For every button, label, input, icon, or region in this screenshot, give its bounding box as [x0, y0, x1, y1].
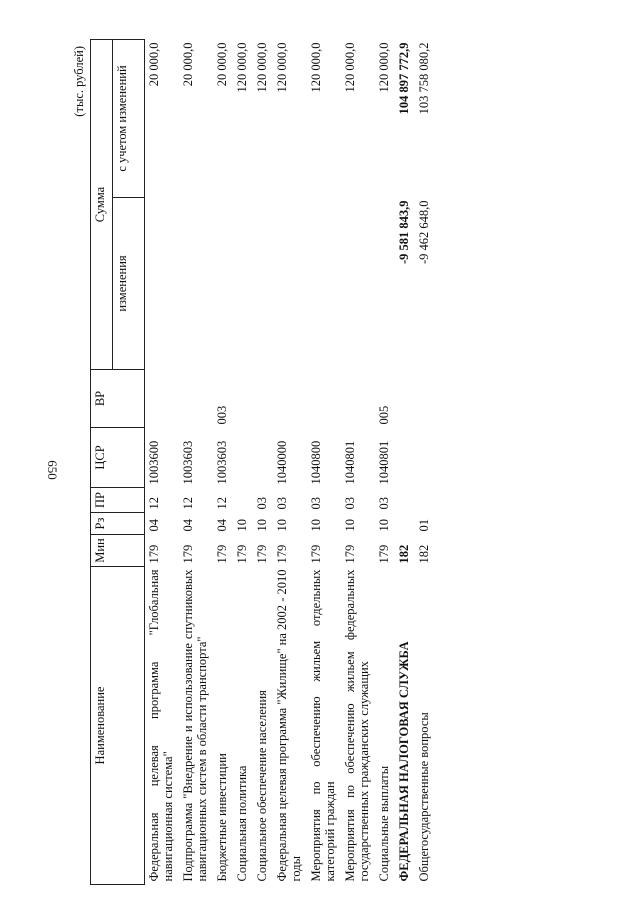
row-change: [253, 198, 273, 370]
header-row-top: [91, 40, 113, 885]
row-vr: 003: [215, 405, 229, 425]
row-rz: 04: [147, 519, 161, 532]
row-change: [375, 198, 395, 370]
row-total: 104 897 772,9: [397, 42, 411, 115]
row-min: 182: [397, 544, 411, 564]
row-rz: 10: [275, 519, 289, 532]
row-name: Подпрограмма "Внедрение и использование спутниковых навигационных систем в области транспорта": [181, 569, 209, 882]
row-min: 179: [215, 544, 229, 564]
row-csr: 1003603: [181, 440, 195, 485]
row-vr: [415, 370, 435, 428]
row-total: 120 000,0: [255, 42, 269, 93]
table-row: [307, 40, 341, 885]
row-vr: [179, 370, 213, 428]
row-min: 182: [417, 544, 431, 564]
table-row: [375, 40, 395, 885]
row-change: [179, 198, 213, 370]
row-pr: 12: [147, 497, 161, 510]
row-name: Мероприятия по обеспечению жильем федеральных государственных гражданских служащих: [343, 569, 371, 882]
row-change: [341, 198, 375, 370]
row-pr: 12: [215, 497, 229, 510]
row-vr: [307, 370, 341, 428]
row-vr: [273, 370, 307, 428]
table-body: [145, 40, 436, 885]
budget-table: [90, 39, 435, 885]
row-vr: [145, 370, 180, 428]
row-name: Общегосударственные вопросы: [417, 712, 431, 882]
row-pr: 03: [255, 497, 269, 510]
row-vr: [233, 370, 253, 428]
row-csr: 1003603: [215, 440, 229, 485]
row-name: Социальное обеспечение населения: [255, 690, 269, 882]
row-total: 120 000,0: [377, 42, 391, 93]
row-csr: 1003600: [147, 440, 161, 485]
row-pr: 03: [275, 497, 289, 510]
row-pr: 12: [181, 497, 195, 510]
row-pr: [233, 488, 253, 513]
row-min: 179: [309, 544, 323, 564]
row-rz: [395, 513, 415, 535]
row-change: [273, 198, 307, 370]
row-change: [233, 198, 253, 370]
row-change: [145, 198, 180, 370]
row-rz: 04: [181, 519, 195, 532]
row-csr: 1040801: [343, 440, 357, 485]
row-vr: [341, 370, 375, 428]
row-csr: [233, 428, 253, 488]
row-total: 120 000,0: [309, 42, 323, 93]
row-csr: [253, 428, 273, 488]
header-with-changes: с учетом изменений: [113, 40, 145, 198]
row-pr: [395, 488, 415, 513]
row-rz: 10: [343, 519, 357, 532]
row-min: 179: [377, 544, 391, 564]
row-rz: 01: [417, 519, 431, 532]
page-number: 650: [45, 460, 60, 480]
header-changes: изменения: [113, 198, 145, 370]
header-rz: Рз: [91, 513, 145, 535]
row-rz: 10: [235, 519, 249, 532]
table-row: [395, 40, 415, 885]
header-name: Наименование: [91, 567, 145, 885]
row-change: -9 581 843,9: [397, 200, 411, 265]
row-pr: [415, 488, 435, 513]
row-name: Бюджетные инвестиции: [215, 753, 229, 882]
row-pr: 03: [309, 497, 323, 510]
row-csr: 1040801: [377, 440, 391, 485]
row-total: 120 000,0: [343, 42, 357, 93]
row-pr: 03: [343, 497, 357, 510]
table-row: [341, 40, 375, 885]
row-vr: [395, 370, 415, 428]
budget-table-sheet: [72, 40, 565, 885]
row-csr: [395, 428, 415, 488]
header-vr: ВР: [91, 370, 145, 428]
row-total: 120 000,0: [275, 42, 289, 93]
row-change: -9 462 648,0: [417, 200, 431, 265]
header-min: Мин: [91, 535, 145, 567]
row-name: ФЕДЕРАЛЬНАЯ НАЛОГОВАЯ СЛУЖБА: [397, 641, 411, 882]
row-vr: [253, 370, 273, 428]
table-row: [273, 40, 307, 885]
header-pr: ПР: [91, 488, 145, 513]
row-pr: 03: [377, 497, 391, 510]
row-min: 179: [255, 544, 269, 564]
row-csr: 1040800: [309, 440, 323, 485]
units-note: (тыс. рублей): [72, 46, 86, 117]
row-min: 179: [275, 544, 289, 564]
table-row: [145, 40, 180, 885]
row-name: Федеральная целевая программа "Жилище" на 2002 - 2010 годы: [275, 569, 303, 882]
row-rz: 10: [309, 519, 323, 532]
row-vr: 005: [377, 405, 391, 425]
row-rz: 04: [215, 519, 229, 532]
row-min: 179: [343, 544, 357, 564]
row-rz: 10: [377, 519, 391, 532]
table-row: [253, 40, 273, 885]
row-csr: [415, 428, 435, 488]
row-min: 179: [181, 544, 195, 564]
row-csr: 1040000: [275, 440, 289, 485]
row-name: Мероприятия по обеспечению жильем отдельных категорий граждан: [309, 569, 337, 882]
table-row: [415, 40, 435, 885]
header-summa: Сумма: [91, 40, 113, 370]
row-name: Социальные выплаты: [377, 765, 391, 882]
row-min: 179: [147, 544, 161, 564]
table-row: [233, 40, 253, 885]
row-name: Федеральная целевая программа "Глобальная навигационная система": [147, 569, 175, 882]
row-change: [213, 198, 233, 370]
table-row: [179, 40, 213, 885]
row-change: [307, 198, 341, 370]
row-total: 120 000,0: [235, 42, 249, 93]
row-total: 20 000,0: [215, 42, 229, 87]
row-name: Социальная политика: [235, 765, 249, 882]
row-rz: 10: [255, 519, 269, 532]
row-min: 179: [235, 544, 249, 564]
header-csr: ЦСР: [91, 428, 145, 488]
row-total: 20 000,0: [181, 42, 195, 87]
table-row: [213, 40, 233, 885]
row-total: 20 000,0: [147, 42, 161, 87]
row-total: 103 758 080,2: [417, 42, 431, 115]
